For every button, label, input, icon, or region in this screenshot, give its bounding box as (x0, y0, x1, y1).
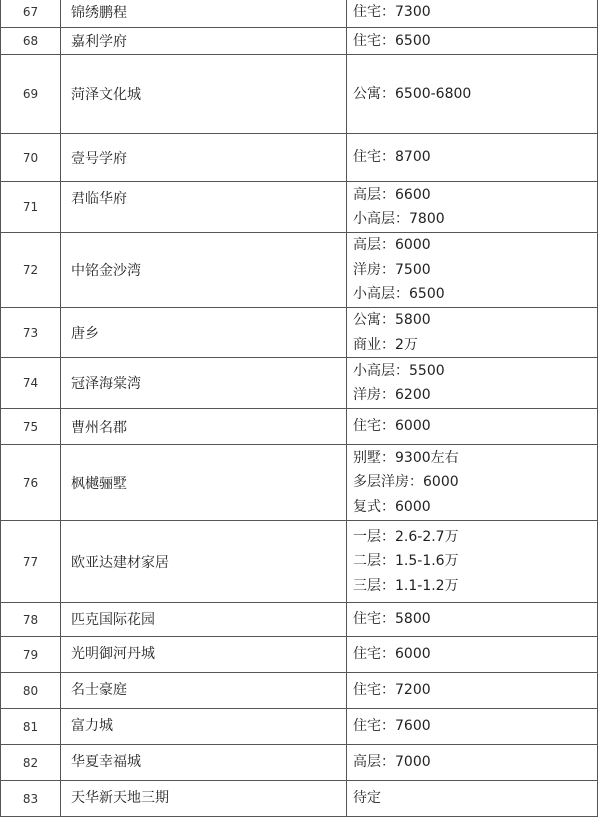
row-number: 82 (0, 745, 60, 780)
table-row (0, 308, 598, 358)
price-line: 小高层：6500 (353, 286, 445, 303)
price-line: 二层：1.5-1.6万 (353, 553, 459, 570)
price-cell (346, 55, 598, 133)
price-line: 住宅：6000 (353, 418, 431, 435)
table-row (0, 745, 598, 781)
project-name: 菏泽文化城 (60, 55, 346, 133)
project-name: 匹克国际花园 (60, 603, 346, 636)
row-number: 76 (0, 445, 60, 520)
row-number: 80 (0, 673, 60, 708)
price-cell (346, 358, 598, 408)
project-name: 锦绣鹏程 (60, 0, 346, 27)
row-number: 70 (0, 134, 60, 181)
price-line: 住宅：8700 (353, 149, 431, 166)
price-cell (346, 709, 598, 744)
project-name: 君临华府 (60, 182, 346, 232)
price-line: 一层：2.6-2.7万 (353, 528, 459, 545)
row-number: 81 (0, 709, 60, 744)
project-name: 天华新天地三期 (60, 781, 346, 816)
table-row (0, 781, 598, 817)
price-line: 复式：6000 (353, 498, 431, 515)
project-name: 冠泽海棠湾 (60, 358, 346, 408)
price-cell (346, 445, 598, 520)
price-line: 住宅：6500 (353, 32, 431, 49)
project-name: 名士豪庭 (60, 673, 346, 708)
project-name: 华夏幸福城 (60, 745, 346, 780)
price-cell (346, 637, 598, 672)
project-name: 中铭金沙湾 (60, 233, 346, 307)
table-row (0, 233, 598, 308)
price-line: 高层：7000 (353, 754, 431, 771)
price-line: 高层：6000 (353, 237, 431, 254)
table-row (0, 28, 598, 55)
price-line: 小高层：5500 (353, 362, 445, 379)
project-name: 枫樾骊墅 (60, 445, 346, 520)
price-line: 小高层：7800 (353, 211, 445, 227)
table-row (0, 55, 598, 134)
row-number: 68 (0, 28, 60, 54)
project-name: 壹号学府 (60, 134, 346, 181)
price-line: 住宅：6000 (353, 646, 431, 663)
price-cell (346, 134, 598, 181)
price-line: 高层：6600 (353, 186, 431, 203)
price-line: 洋房：7500 (353, 261, 431, 278)
row-number: 78 (0, 603, 60, 636)
price-cell (346, 308, 598, 357)
row-number: 77 (0, 521, 60, 602)
price-cell (346, 0, 598, 27)
row-number: 79 (0, 637, 60, 672)
price-line: 住宅：7200 (353, 682, 431, 699)
row-number: 69 (0, 55, 60, 133)
row-number: 72 (0, 233, 60, 307)
table-row (0, 182, 598, 233)
project-name: 欧亚达建材家居 (60, 521, 346, 602)
price-cell (346, 28, 598, 54)
price-line: 公寓：5800 (353, 312, 431, 328)
table-row (0, 603, 598, 637)
price-cell (346, 409, 598, 444)
table-row (0, 709, 598, 745)
row-number: 67 (0, 0, 60, 27)
price-cell (346, 781, 598, 816)
row-number: 75 (0, 409, 60, 444)
price-cell (346, 745, 598, 780)
price-line: 住宅：7300 (353, 3, 431, 20)
price-line: 别墅：9300左右 (353, 449, 459, 466)
row-number: 83 (0, 781, 60, 816)
table-row (0, 358, 598, 409)
price-line: 住宅：5800 (353, 611, 431, 628)
price-line: 公寓：6500-6800 (353, 85, 472, 102)
price-line: 多层洋房：6000 (353, 474, 459, 491)
price-line: 待定 (353, 790, 381, 807)
project-name: 曹州名郡 (60, 409, 346, 444)
price-line: 商业：2万 (353, 336, 418, 353)
price-cell (346, 182, 598, 232)
table-row (0, 0, 598, 28)
price-cell (346, 673, 598, 708)
price-cell (346, 603, 598, 636)
price-line: 洋房：6200 (353, 387, 431, 403)
table-row (0, 637, 598, 673)
price-line: 三层：1.1-1.2万 (353, 577, 459, 594)
project-name: 富力城 (60, 709, 346, 744)
row-number: 71 (0, 182, 60, 232)
price-cell (346, 233, 598, 307)
table-row (0, 521, 598, 603)
price-cell (346, 521, 598, 602)
project-name: 唐乡 (60, 308, 346, 357)
price-line: 住宅：7600 (353, 718, 431, 735)
project-name: 嘉利学府 (60, 28, 346, 54)
project-name: 光明御河丹城 (60, 637, 346, 672)
row-number: 73 (0, 308, 60, 357)
table-row (0, 409, 598, 445)
table-row (0, 134, 598, 182)
row-number: 74 (0, 358, 60, 408)
table-row (0, 673, 598, 709)
table-row (0, 445, 598, 521)
